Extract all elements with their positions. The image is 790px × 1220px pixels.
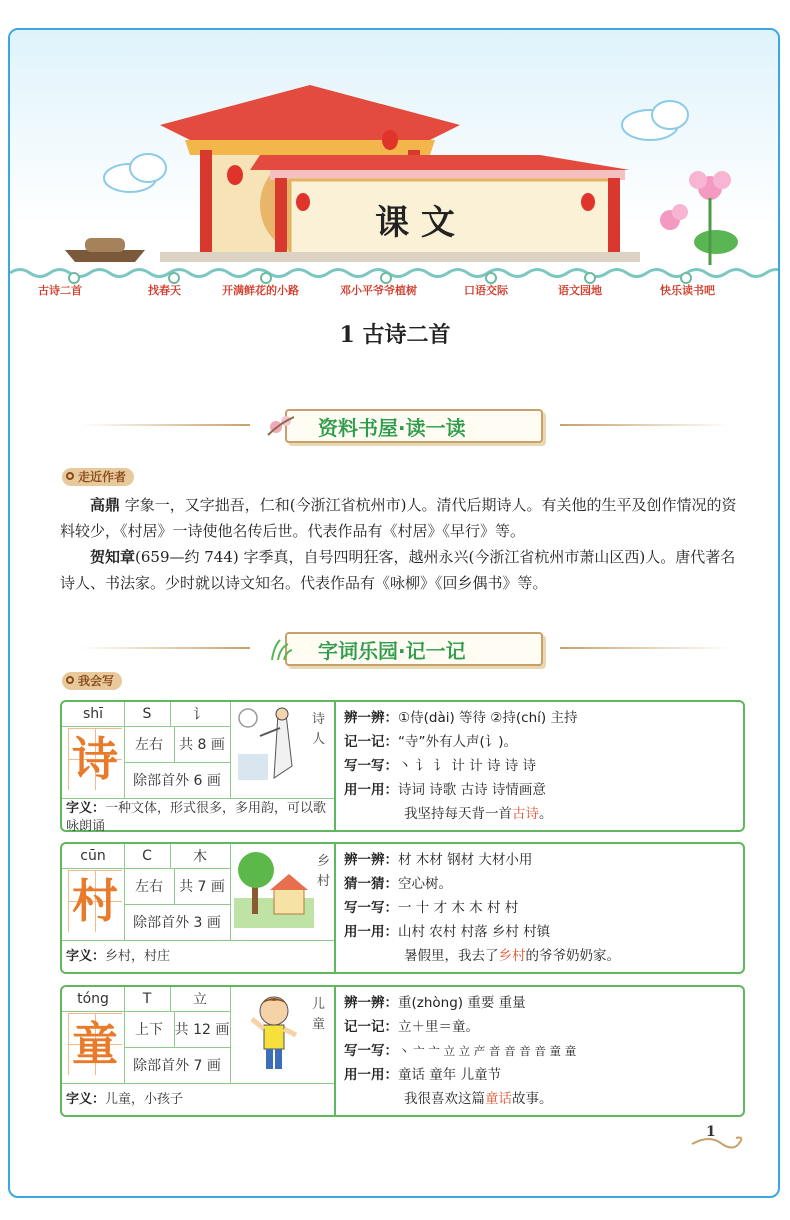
radical: 立: [193, 992, 207, 1008]
usage-row: 用一用：山村 农村 村落 乡村 村镇: [344, 924, 551, 940]
nav-item[interactable]: 语文园地: [558, 284, 602, 297]
village-illustration: [234, 848, 314, 928]
character-meaning: 字义：乡村，村庄: [66, 949, 171, 964]
section-banner-words: [0, 628, 790, 668]
stroke-count: 共 7 画: [179, 879, 225, 895]
lesson-nav: [10, 280, 778, 302]
character-card-tong: [60, 985, 745, 1117]
example-sentence: 我坚持每天背一首古诗。: [404, 806, 553, 822]
nav-item[interactable]: 找春天: [148, 284, 181, 297]
stroke-order-row: 写一写：丶 亠 亠 立 立 产 音 音 音 音 童 童: [344, 1043, 577, 1059]
page-ornament: [690, 1132, 750, 1152]
illustration-label: 诗人: [312, 712, 326, 747]
pinyin: tóng: [77, 991, 109, 1007]
author-bio: 字象一，又字拙吾，仁和(今浙江省杭州市)人。清代后期诗人。有关他的生平及创作情况的资料较少，《村居》一诗使他名传后世。代表作品有《村居》《早行》等。: [60, 496, 737, 540]
nav-dot: [380, 272, 392, 284]
nav-dot: [485, 272, 497, 284]
header-illustration: [10, 30, 778, 275]
character-info: [62, 702, 336, 834]
nav-item[interactable]: 古诗二首: [38, 284, 82, 297]
structure: 上下: [135, 1022, 163, 1038]
nav-item[interactable]: 口语交际: [464, 284, 508, 297]
character-info: [62, 987, 336, 1115]
pinyin: shī: [82, 706, 104, 722]
nav-item[interactable]: 邓小平爷爷植树: [340, 284, 417, 297]
character-glyph: 童: [68, 1013, 122, 1075]
nav-dot: [680, 272, 692, 284]
author-paragraph-hezhizhang: [60, 544, 750, 596]
strokes-excluding-radical: 除部首外 6 画: [133, 773, 221, 789]
index-letter: C: [142, 848, 152, 864]
header-title: 课 文: [375, 203, 455, 243]
nav-item[interactable]: 快乐读书吧: [660, 284, 715, 297]
author-paragraph-gaoding: [60, 492, 750, 544]
example-sentence: 暑假里，我去了乡村的爷爷奶奶家。: [404, 948, 620, 964]
example-sentence: 我很喜欢这篇童话故事。: [404, 1091, 553, 1107]
authors-tag: 走近作者: [62, 468, 134, 486]
structure: 左右: [135, 879, 163, 895]
poet-illustration: [234, 706, 306, 786]
character-card-cun: [60, 842, 745, 974]
nav-dot: [584, 272, 596, 284]
memory-row: 记一记：立＋里＝童。: [344, 1019, 479, 1035]
usage-row: 用一用：诗词 诗歌 古诗 诗情画意: [344, 782, 546, 798]
child-illustration: [244, 991, 304, 1071]
stroke-order-row: 写一写：一 十 才 木 木 村 村: [344, 900, 519, 916]
character-meaning: 字义：儿童，小孩子: [66, 1092, 184, 1107]
distinguish-row: 辨一辨：重(zhòng) 重要 重量: [344, 995, 526, 1011]
usage-row: 用一用：童话 童年 儿童节: [344, 1067, 502, 1083]
index-letter: T: [142, 991, 152, 1007]
character-info: [62, 844, 336, 972]
page-number: 1: [706, 1124, 716, 1140]
pinyin: cūn: [80, 848, 106, 864]
banner-text: 字词乐园·记一记: [318, 639, 466, 663]
stroke-count: 共 12 画: [174, 1022, 230, 1038]
index-letter: S: [142, 706, 152, 722]
radical: 木: [193, 849, 207, 865]
nav-dot: [260, 272, 272, 284]
illustration-label: 儿童: [312, 997, 326, 1032]
author-name: 高鼎: [90, 496, 121, 514]
write-tag: 我会写: [62, 672, 122, 690]
character-glyph: 村: [68, 870, 122, 932]
author-name: 贺知章: [90, 548, 136, 566]
strokes-excluding-radical: 除部首外 7 画: [133, 1058, 221, 1074]
stroke-count: 共 8 画: [179, 737, 225, 753]
character-exercises: [344, 706, 735, 826]
distinguish-row: 辨一辨：材 木材 钢材 大材小用: [344, 852, 533, 868]
distinguish-row: 辨一辨：①侍(dài) 等待 ②持(chí) 主持: [344, 710, 578, 726]
character-meaning: 字义：一种文体，形式很多，多用韵，可以歌咏朗诵: [66, 801, 327, 834]
character-exercises: [344, 848, 735, 968]
nav-dot: [68, 272, 80, 284]
character-glyph: 诗: [68, 728, 122, 790]
memory-row: 记一记：“寺”外有人声(讠)。: [344, 734, 518, 750]
author-bio: (659—约 744) 字季真，自号四明狂客，越州永兴(今浙江省杭州市萧山区西)人。唐代著名诗人、书法家。少时就以诗文知名。代表作品有《咏柳》《回乡偶书》等。: [60, 548, 736, 592]
structure: 左右: [135, 737, 163, 753]
lesson-title: 1 古诗二首: [339, 322, 451, 348]
radical: 讠: [193, 707, 207, 723]
nav-item[interactable]: 开满鲜花的小路: [222, 284, 299, 297]
section-banner-reading: [0, 405, 790, 445]
riddle-row: 猜一猜：空心树。: [344, 876, 452, 892]
nav-dot: [168, 272, 180, 284]
stroke-order-row: 写一写：丶 讠 讠 计 计 诗 诗 诗: [344, 758, 537, 774]
wave-divider: [10, 266, 778, 280]
banner-text: 资料书屋·读一读: [318, 416, 466, 440]
strokes-excluding-radical: 除部首外 3 画: [133, 915, 221, 931]
character-card-shi: [60, 700, 745, 832]
illustration-label: 乡村: [317, 854, 331, 889]
blossom-icon: [266, 413, 294, 437]
character-exercises: [344, 991, 735, 1111]
grass-icon: [268, 638, 292, 660]
